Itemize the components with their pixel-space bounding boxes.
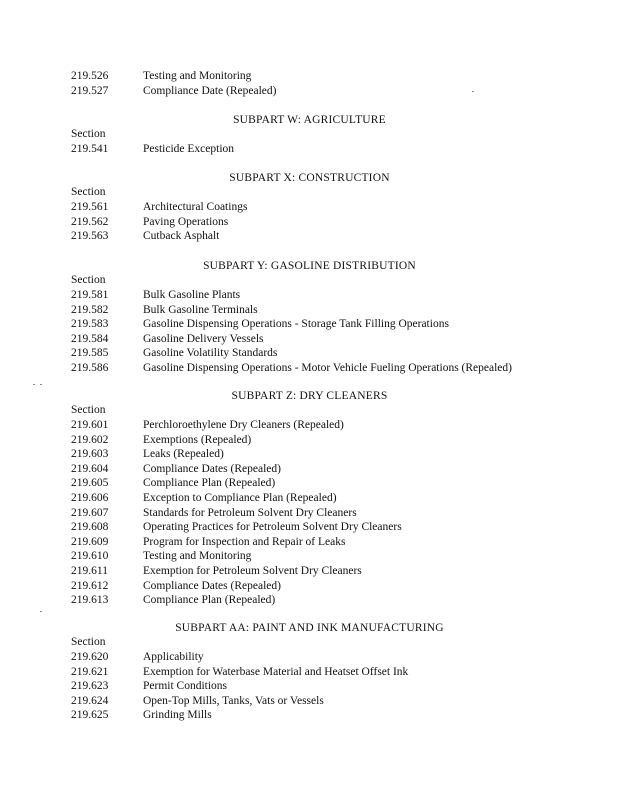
section-title: Compliance Dates (Repealed) bbox=[143, 579, 281, 592]
scan-speck bbox=[40, 611, 42, 612]
section-number: 219.526 bbox=[71, 70, 109, 82]
section-number: 219.605 bbox=[71, 477, 109, 490]
section-number: 219.527 bbox=[71, 84, 109, 97]
section-number: 219.607 bbox=[71, 506, 109, 519]
section-title: Standards for Petroleum Solvent Dry Cleaners bbox=[143, 506, 357, 519]
section-number: 219.563 bbox=[71, 230, 109, 243]
section-title: Bulk Gasoline Plants bbox=[143, 289, 241, 301]
section-number: 219.613 bbox=[71, 594, 109, 607]
section-title: Paving Operations bbox=[143, 215, 229, 228]
section-number: 219.584 bbox=[71, 332, 109, 345]
section-number: 219.609 bbox=[71, 535, 109, 548]
section-title: Compliance Plan (Repealed) bbox=[143, 594, 276, 607]
section-label: Section bbox=[71, 274, 106, 286]
section-number: 219.561 bbox=[71, 201, 109, 213]
section-title: Exception to Compliance Plan (Repealed) bbox=[143, 492, 337, 504]
section-title: Compliance Dates (Repealed) bbox=[143, 462, 281, 475]
section-title: Gasoline Delivery Vessels bbox=[143, 332, 264, 345]
section-number: 219.624 bbox=[71, 694, 109, 707]
section-title: Gasoline Dispensing Operations - Storage Tank Filling Operations bbox=[143, 318, 449, 331]
section-label: Section bbox=[71, 404, 106, 416]
section-number: 219.623 bbox=[71, 680, 109, 693]
section-number: 219.610 bbox=[71, 550, 109, 563]
section-title: Testing and Monitoring bbox=[143, 550, 252, 563]
section-title: Exemptions (Repealed) bbox=[143, 433, 252, 446]
section-title: Pesticide Exception bbox=[143, 143, 235, 155]
section-number: 219.585 bbox=[71, 347, 109, 360]
section-label: Section bbox=[71, 128, 106, 140]
section-title: Exemption for Petroleum Solvent Dry Cleaners bbox=[143, 565, 362, 577]
section-number: 219.621 bbox=[71, 665, 109, 678]
section-number: 219.608 bbox=[71, 521, 109, 534]
section-number: 219.611 bbox=[71, 565, 108, 577]
section-number: 219.625 bbox=[71, 709, 109, 722]
section-number: 219.582 bbox=[71, 303, 109, 316]
section-title: Compliance Plan (Repealed) bbox=[143, 477, 276, 490]
section-title: Program for Inspection and Repair of Leaks bbox=[143, 535, 346, 548]
section-title: Open-Top Mills, Tanks, Vats or Vessels bbox=[143, 694, 324, 707]
section-title: Architectural Coatings bbox=[143, 201, 248, 213]
section-number: 219.612 bbox=[71, 579, 109, 592]
section-label: Section bbox=[71, 186, 106, 198]
scan-speck bbox=[33, 384, 35, 385]
section-title: Perchloroethylene Dry Cleaners (Repealed) bbox=[143, 419, 344, 431]
section-number: 219.603 bbox=[71, 448, 109, 461]
section-label: Section bbox=[71, 636, 106, 648]
subpart-heading: SUBPART Z: DRY CLEANERS bbox=[231, 390, 388, 402]
subpart-heading: SUBPART Y: GASOLINE DISTRIBUTION bbox=[203, 260, 416, 272]
section-number: 219.602 bbox=[71, 433, 109, 446]
section-number: 219.604 bbox=[71, 462, 109, 475]
section-number: 219.581 bbox=[71, 289, 109, 301]
section-title: Testing and Monitoring bbox=[143, 70, 252, 82]
section-title: Cutback Asphalt bbox=[143, 230, 220, 243]
section-title: Permit Conditions bbox=[143, 680, 228, 693]
section-title: Bulk Gasoline Terminals bbox=[143, 303, 258, 316]
section-title: Exemption for Waterbase Material and Heatset Offset Ink bbox=[143, 665, 409, 678]
section-title: Gasoline Volatility Standards bbox=[143, 347, 278, 360]
subpart-heading: SUBPART AA: PAINT AND INK MANUFACTURING bbox=[175, 622, 444, 634]
section-title: Applicability bbox=[143, 651, 204, 663]
scan-speck bbox=[472, 91, 474, 92]
section-title: Leaks (Repealed) bbox=[143, 448, 224, 461]
section-title: Grinding Mills bbox=[143, 709, 212, 722]
section-title: Gasoline Dispensing Operations - Motor Vehicle Fueling Operations (Repealed) bbox=[143, 362, 512, 374]
section-number: 219.586 bbox=[71, 362, 109, 374]
subpart-heading: SUBPART X: CONSTRUCTION bbox=[229, 172, 390, 184]
section-number: 219.541 bbox=[71, 143, 109, 155]
section-number: 219.620 bbox=[71, 651, 109, 663]
section-number: 219.606 bbox=[71, 492, 109, 504]
section-number: 219.601 bbox=[71, 419, 109, 431]
scan-speck bbox=[40, 384, 42, 385]
section-number: 219.562 bbox=[71, 215, 109, 228]
section-number: 219.583 bbox=[71, 318, 109, 331]
subpart-heading: SUBPART W: AGRICULTURE bbox=[233, 114, 386, 126]
section-title: Compliance Date (Repealed) bbox=[143, 84, 277, 97]
section-title: Operating Practices for Petroleum Solvent Dry Cleaners bbox=[143, 521, 402, 534]
